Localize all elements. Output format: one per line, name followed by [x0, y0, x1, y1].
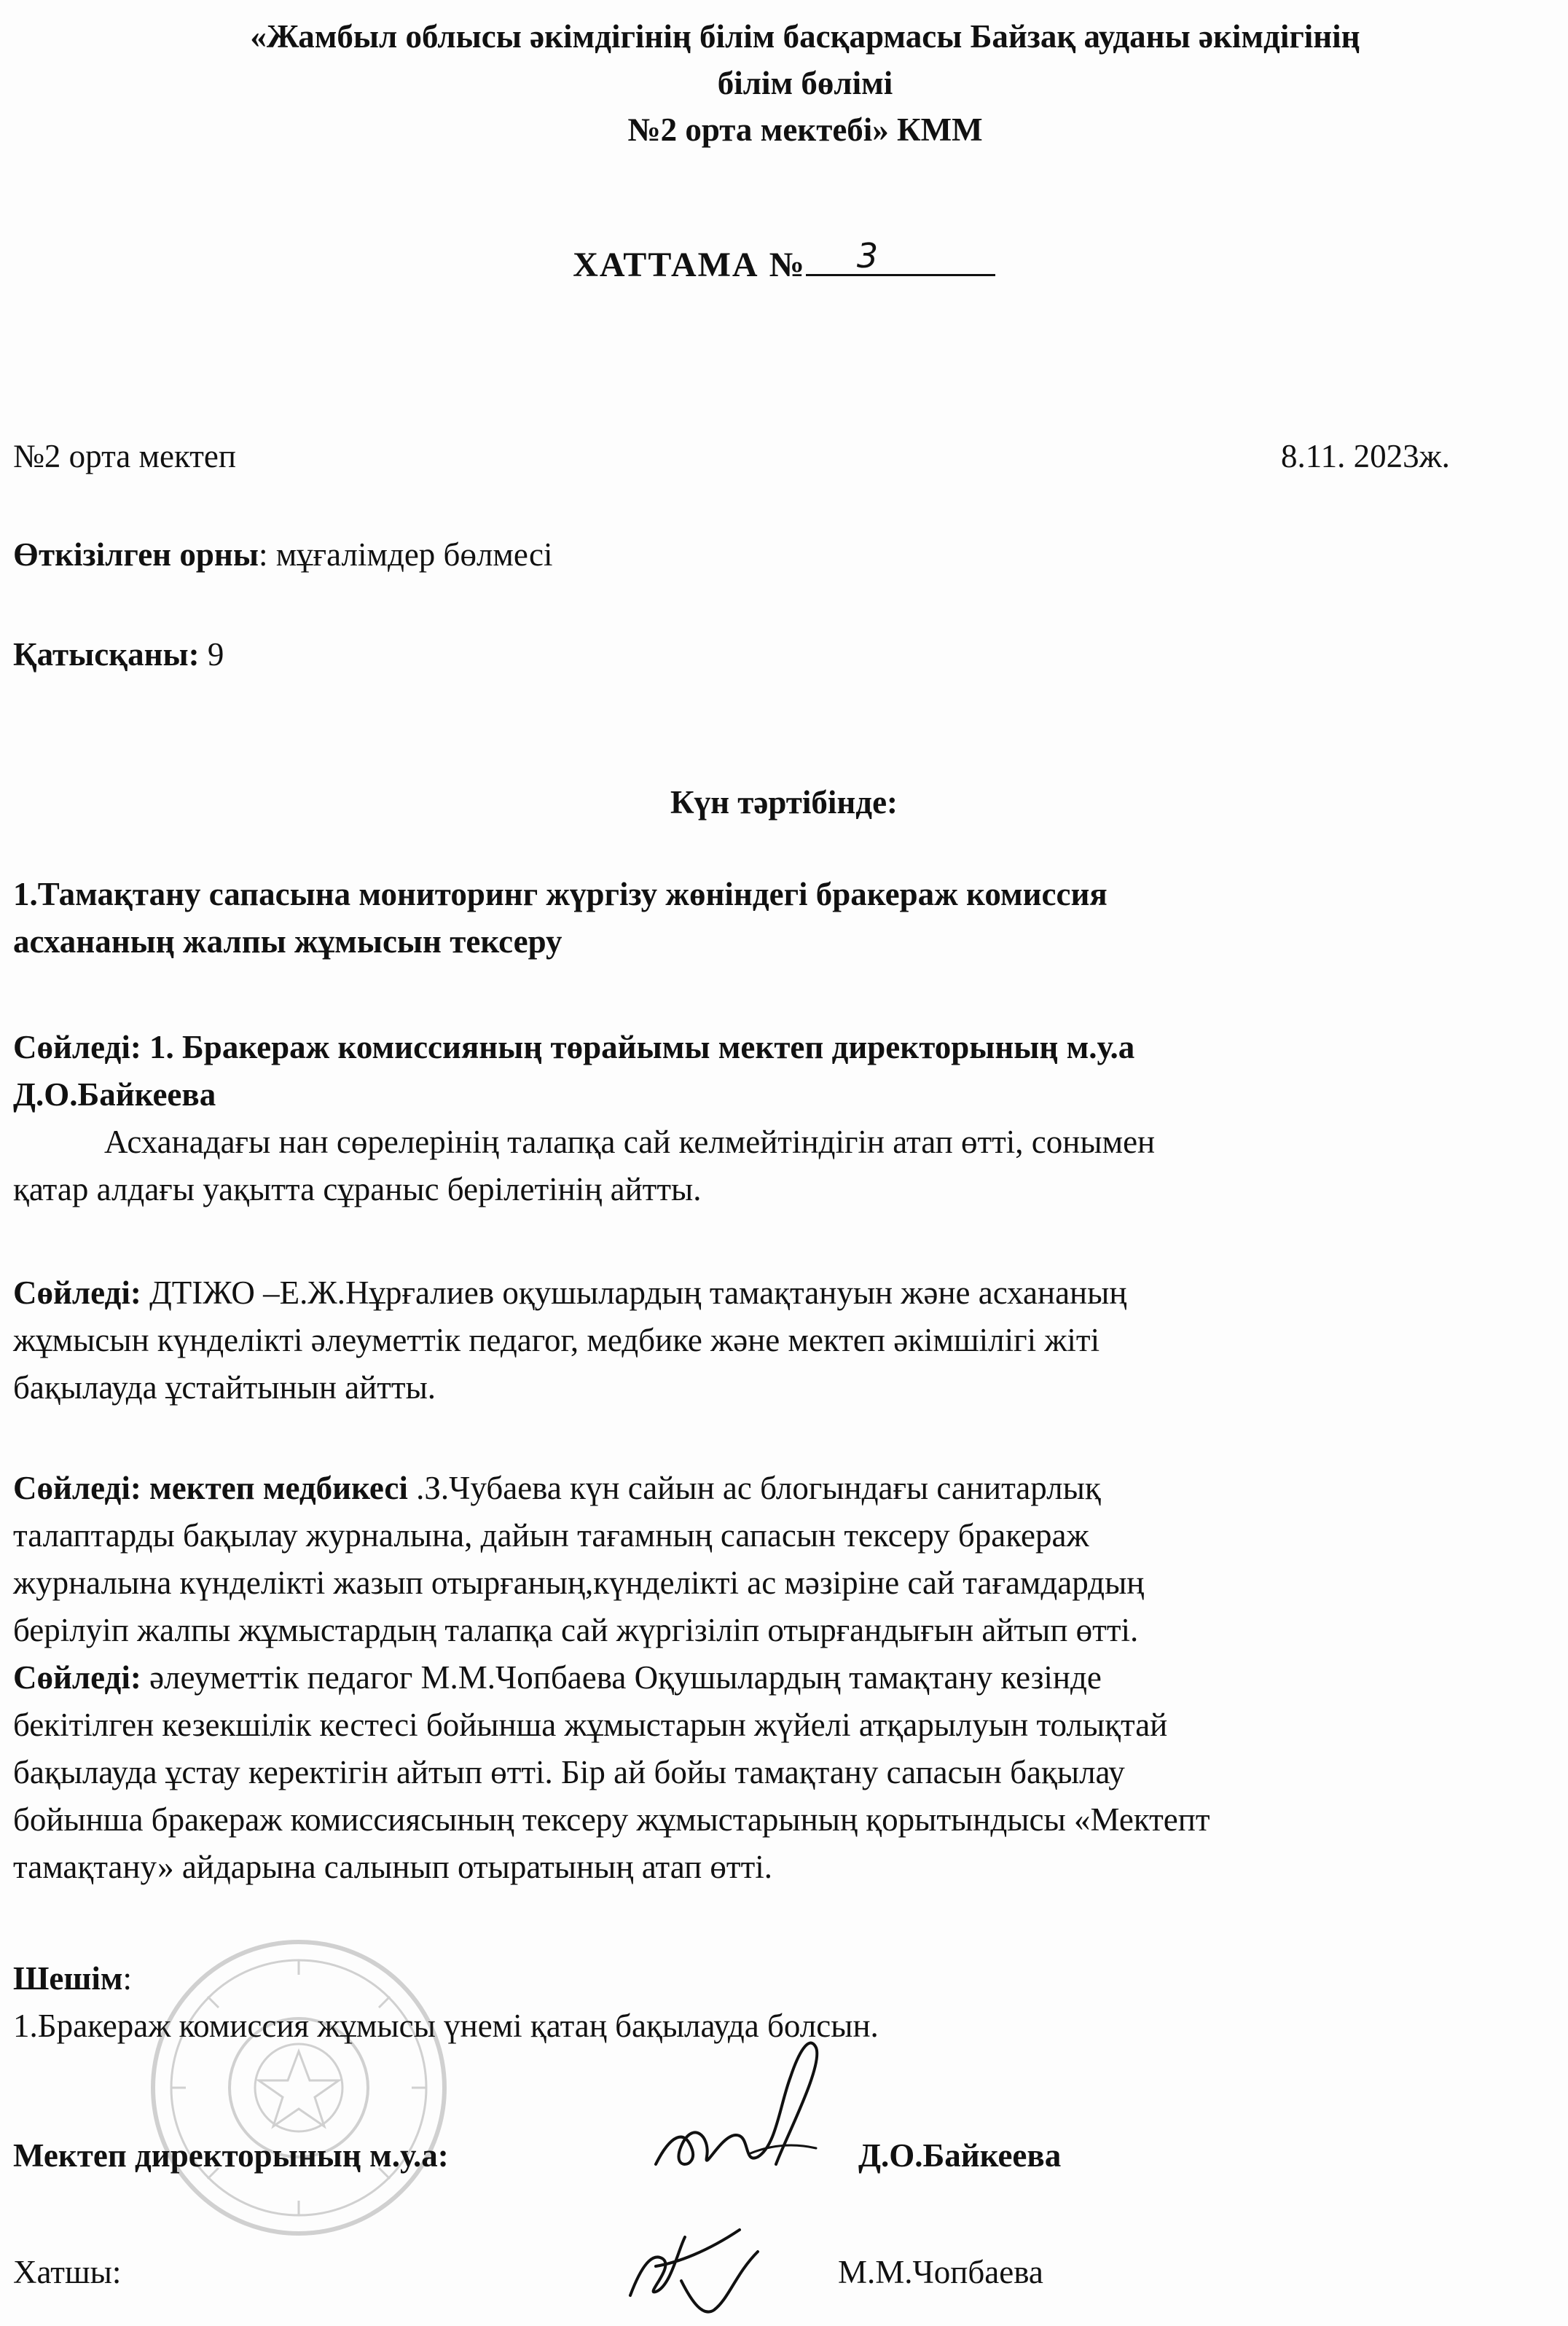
- speaker-4-text-4: бойынша бракераж комиссиясының тексеру жұмыстарының қорытындысы «Мектепт: [13, 1801, 1210, 1838]
- official-stamp: [146, 1931, 452, 2244]
- speaker-3-text-2: талаптарды бақылау журналына, дайын тағамның сапасын тексеру бракераж: [13, 1517, 1089, 1554]
- venue-value: : мұғалімдер бөлмесі: [258, 536, 553, 573]
- attendance-label: Қатысқаны:: [13, 636, 200, 673]
- agenda-line-1: 1.Тамақтану сапасына мониторинг жүргізу жөніндегі бракераж комиссия: [13, 876, 1108, 912]
- protocol-number-line: [806, 236, 995, 276]
- agenda-item: [13, 871, 1554, 966]
- speaker-1-text-2: қатар алдағы уақытта сұраныс берілетінің айтты.: [13, 1171, 702, 1207]
- agenda-line-2: асхананың жалпы жұмысын тексеру: [13, 923, 562, 960]
- speaker-3-line-1: [13, 1465, 1554, 1512]
- speaker-2-text-3: бақылауда ұстайтынын айтты.: [13, 1369, 436, 1406]
- speaker-1-label: Сөйледі: 1. Бракераж комиссияның төрайымы мектеп директорының м.у.а: [13, 1029, 1135, 1065]
- speaker-4-text-1: әлеуметтік педагог М.М.Чопбаева Оқушылардың тамақтану кезінде: [141, 1659, 1102, 1696]
- speaker-2-text-1: ДТІЖО –Е.Ж.Нұрғалиев оқушылардың тамақтануын және асхананың: [141, 1274, 1127, 1311]
- speaker-4-text-2: бекітілген кезекшілік кестесі бойынша жұмыстарын жүйелі атқарылуын толықтай: [13, 1707, 1168, 1743]
- speaker-3-text-4: берілуіп жалпы жұмыстардың талапқа сай жүргізіліп отырғандығын айтып өтті.: [13, 1612, 1139, 1648]
- school-name: №2 орта мектеп: [13, 438, 236, 474]
- speaker-2-line-1: [13, 1269, 1554, 1317]
- speaker-4-block: [13, 1654, 1554, 1891]
- agenda-heading: Күн тәртібінде:: [670, 784, 898, 821]
- director-signature: [641, 2026, 845, 2193]
- meeting-date: 8.11. 2023ж.: [1281, 438, 1450, 474]
- speaker-2-label: Сөйледі:: [13, 1274, 141, 1311]
- speaker-4-text-5: тамақтану» айдарына салынып отыратының атап өтті.: [13, 1849, 773, 1885]
- org-header-line-3: №2 орта мектебі» КММ: [627, 111, 983, 148]
- speaker-3-label: Сөйледі: мектеп медбикесі: [13, 1470, 408, 1506]
- director-label: Мектеп директорының м.у.а:: [13, 2137, 449, 2174]
- secretary-signature: [612, 2208, 772, 2325]
- org-header-line-2: білім бөлімі: [717, 65, 893, 101]
- attendance-value: 9: [199, 636, 224, 673]
- secretary-label: Хатшы:: [13, 2254, 122, 2290]
- protocol-number: 3: [856, 236, 880, 275]
- decision-item-1: 1.Бракераж комиссия жұмысы үнемі қатаң бақылауда болсын.: [13, 2008, 879, 2044]
- speaker-3-block: [13, 1465, 1554, 1654]
- speaker-4-text-3: бақылауда ұстау керектігін айтып өтті. Бір ай бойы тамақтану сапасын бақылау: [13, 1754, 1125, 1790]
- attendance-line: [13, 635, 224, 673]
- speaker-4-line-1: [13, 1654, 1554, 1702]
- decision-colon: :: [122, 1960, 133, 1997]
- speaker-3-text-1: .З.Чубаева күн сайын ас блогындағы санитарлық: [407, 1470, 1101, 1506]
- venue-label: Өткізілген орны: [13, 536, 259, 573]
- speaker-1-name: Д.О.Байкеева: [13, 1076, 216, 1113]
- speaker-2-block: [13, 1269, 1554, 1411]
- director-name: Д.О.Байкеева: [858, 2137, 1062, 2174]
- speaker-2-text-2: жұмысын күнделікті әлеуметтік педагог, медбике және мектеп әкімшілігі жіті: [13, 1322, 1100, 1358]
- protocol-title-label: ХАТТАМА №: [573, 246, 806, 284]
- venue-line: [13, 536, 552, 573]
- speaker-3-text-3: журналына күнделікті жазып отырғаның,күнделікті ас мәзіріне сай тағамдардың: [13, 1565, 1145, 1601]
- speaker-1-block: [13, 1024, 1554, 1213]
- decision-label: Шешім: [13, 1960, 123, 1997]
- speaker-4-label: Сөйледі:: [13, 1659, 141, 1696]
- protocol-title: [0, 236, 1568, 285]
- speaker-1-text-1: Асханадағы нан сөрелерінің талапқа сай келмейтіндігін атап өтті, сонымен: [104, 1124, 1156, 1160]
- org-header-line-1: «Жамбыл облысы әкімдігінің білім басқармасы Байзақ ауданы әкімдігінің: [250, 18, 1360, 55]
- secretary-name: М.М.Чопбаева: [838, 2254, 1043, 2290]
